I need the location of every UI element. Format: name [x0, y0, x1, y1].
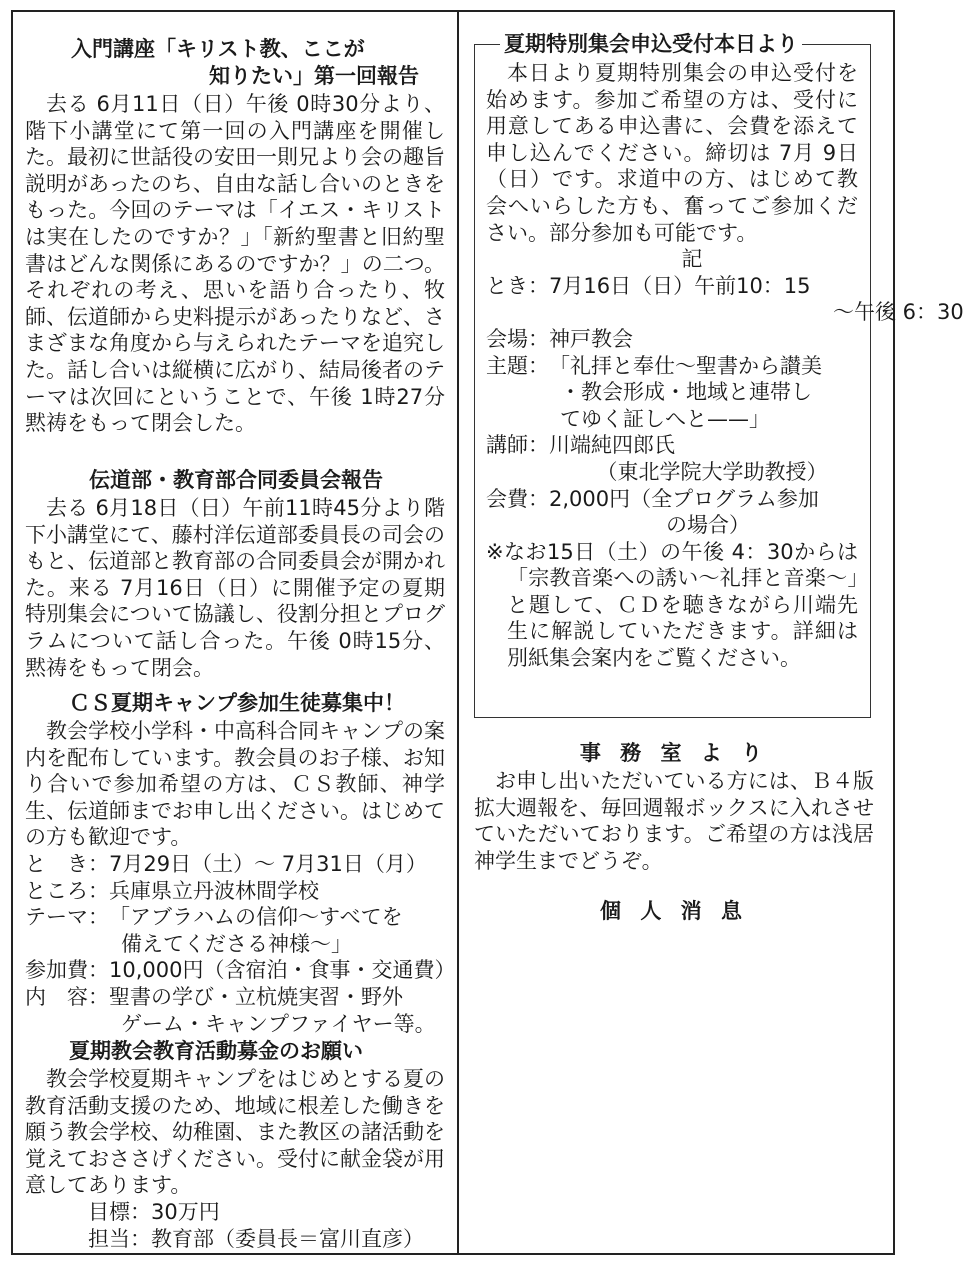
detail-row: 備えてくださる神様～」 [121, 931, 352, 956]
article-title-cont: 知りたい」第一回報告 [209, 64, 419, 88]
article-donation [25, 1036, 445, 1252]
detail-row: 主題： 「礼拝と奉仕～聖書から讃美 [486, 353, 822, 378]
donation-target: 目標：30万円 [88, 1199, 220, 1224]
personal-news [474, 896, 874, 926]
office-notice [474, 738, 874, 874]
summer-meeting-body: 本日より夏期特別集会の申込受付を始めます。参加ご希望の方は、受付に用意してある申込書に、会費を添えて申し込んでください。締切は 7月 9日（日）です。求道中の方、はじめて教会へいらした方も、奮ってご参加ください。部分参加も可能です。 [486, 61, 858, 245]
detail-row: （東北学院大学助教授） [586, 459, 828, 484]
detail-row: の場合） [666, 513, 750, 538]
column-divider [457, 12, 459, 1253]
summer-meeting-content [486, 60, 964, 672]
article-body: 去る 6月18日（日）午前11時45分より階下小講堂にて、藤村洋伝道部委員長の司会のもと、伝道部と教育部の合同委員会が開かれた。来る 7月16日（日）に開催予定の夏期特別集会について協議し、役割分担とプログラムについて話し合った。午後 0時15分、黙祷をもって閉会。 [25, 496, 445, 680]
article-title: 入門講座「キリスト教、ここが [71, 37, 365, 61]
detail-row: テーマ： 「アブラハムの信仰～すべてを [25, 905, 403, 930]
summer-meeting-title: 夏期特別集会申込受付本日より [500, 30, 802, 58]
detail-row: ～午後 6：30 [686, 300, 964, 325]
camp-details [25, 851, 456, 1037]
article-body: 教会学校小学科・中高科合同キャンプの案内を配布しています。教会員のお子様、お知り合いで参加希望の方は、ＣＳ教師、神学生、伝道師までお申し出ください。はじめての方も歓迎です。 [25, 719, 445, 850]
article-title: 伝道部・教育部合同委員会報告 [89, 468, 383, 492]
article-joint-committee [25, 465, 445, 681]
article-body: 去る 6月11日（日）午後 0時30分より、階下小講堂にて第一回の入門講座を開催した。最初に世話役の安田一則兄より会の趣旨説明があったのち、自由な話し合いのときをもった。今回のテーマは「イエス・キリストは実在したのですか？」「新約聖書と旧約聖書はどんな関係にあるのですか？」の二つ。それぞれの考え、思いを語り合ったり、牧師、伝道師から史料提示があったりなど、さまざまな角度から与えられたテーマを追究した。話し合いは縦横に広がり、結局後者のテーマは次回にということで、午後 1時27分黙祷をもって閉会した。 [25, 92, 445, 436]
detail-row: ところ： 兵庫県立丹波林間学校 [25, 878, 319, 903]
detail-row: 会費： 2,000円（全プログラム参加 [486, 486, 819, 511]
detail-row: 内 容： 聖書の学び・立杭焼実習・野外 [25, 984, 403, 1009]
article-title: 夏期教会教育活動募金のお願い [69, 1039, 363, 1063]
article-intro-course [25, 34, 445, 437]
detail-row: 参加費： 10,000円（含宿泊・食事・交通費） [25, 958, 456, 983]
detail-row: とき： 7月16日（日）午前10：15 [486, 273, 811, 298]
office-body: お申し出いただいている方には、Ｂ４版拡大週報を、毎回週報ボックスに入れさせていただいております。ご希望の方は浅居神学生までどうぞ。 [474, 769, 874, 873]
detail-row: と き： 7月29日（土）～ 7月31日（月） [25, 851, 427, 876]
office-title: 事 務 室 よ り [579, 741, 769, 765]
summer-meeting-details [486, 273, 964, 539]
personal-title: 個 人 消 息 [600, 899, 748, 923]
summer-meeting-note: ※なお15日（土）の午後 4：30からは「宗教音楽への誘い～礼拝と音楽～」と題して、ＣＤを聴きながら川端先生に解説していただきます。詳細は別紙集会案内をご覧ください。 [486, 539, 858, 671]
article-cs-camp [25, 688, 456, 1037]
detail-row: 講師： 川端純四郎氏 [486, 433, 675, 458]
detail-row: ゲーム・キャンプファイヤー等。 [121, 1011, 436, 1036]
detail-row: 会場： 神戸教会 [486, 326, 633, 351]
donation-contact: 担当：教育部（委員長＝富川直彦） [88, 1226, 424, 1251]
ki-mark: 記 [681, 247, 703, 272]
detail-row: ・教会形成・地域と連帯し [560, 380, 812, 405]
article-title: ＣＳ夏期キャンプ参加生徒募集中！ [69, 691, 405, 715]
detail-row: てゆく証しへと——」 [560, 406, 770, 431]
article-body: 教会学校夏期キャンプをはじめとする夏の教育活動支援のため、地域に根差した働きを願う教会学校、幼稚園、また教区の諸活動を覚えておささげください。受付に献金袋が用意してあります。 [25, 1067, 445, 1198]
